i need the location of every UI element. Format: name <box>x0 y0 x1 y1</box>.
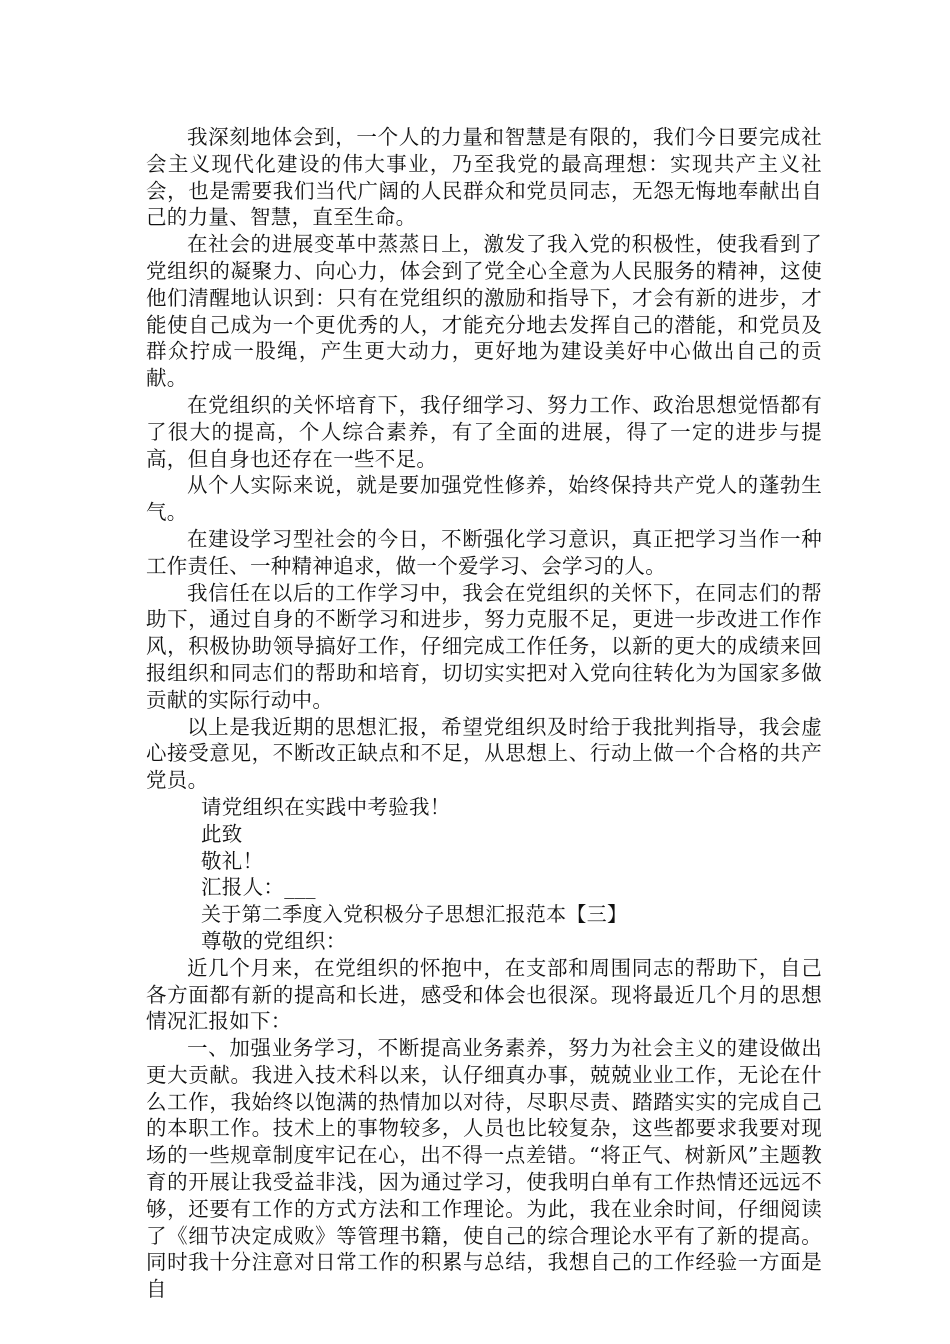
closing-line: 此致 <box>201 821 243 846</box>
paragraph: 在党组织的关怀培育下，我仔细学习、努力工作、政治思想觉悟都有了很大的提高，个人综合素养，有了全面的进展，得了一定的进步与提高，但自身也还存在一些不足。 <box>146 392 822 471</box>
paragraph: 以上是我近期的思想汇报，希望党组织及时给于我批判指导，我会虚心接受意见，不断改正缺点和不足，从思想上、行动上做一个合格的共产党员。 <box>146 714 822 793</box>
paragraph: 我信任在以后的工作学习中，我会在党组织的关怀下，在同志们的帮助下，通过自身的不断学习和进步，努力克服不足，更进一步改进工作作风，积极协助领导搞好工作，仔细完成工作任务，以新的更大的成绩来回报组织和同志们的帮助和培育，切切实实把对入党向往转化为为国家多做贡献的实际行动中。 <box>146 580 822 712</box>
paragraph: 在建设学习型社会的今日，不断强化学习意识，真正把学习当作一种工作责任、一种精神追求，做一个爱学习、会学习的人。 <box>146 526 822 578</box>
document-page <box>146 124 822 1303</box>
salutation: 尊敬的党组织： <box>201 928 347 953</box>
closing-request: 请党组织在实践中考验我！ <box>201 794 451 819</box>
paragraph: 近几个月来，在党组织的怀抱中，在支部和周围同志的帮助下，自己各方面都有新的提高和长进，感受和体会也很深。现将最近几个月的思想情况汇报如下： <box>146 955 822 1034</box>
paragraph: 在社会的进展变革中蒸蒸日上，激发了我入党的积极性，使我看到了党组织的凝聚力、向心力，体会到了党全心全意为人民服务的精神，这使他们清醒地认识到：只有在党组织的激励和指导下，才会有新的进步，才能使自己成为一个更优秀的人，才能充分地去发挥自己的潜能，和党员及群众拧成一股绳，产生更大动力，更好地为建设美好中心做出自己的贡献。 <box>146 232 822 391</box>
paragraph: 一、加强业务学习，不断提高业务素养，努力为社会主义的建设做出更大贡献。我进入技术科以来，认仔细真办事，兢兢业业工作，无论在什么工作，我始终以饱满的热情加以对待，尽职尽责、踏踏实实的完成自己的本职工作。技术上的事物较多，人员也比较复杂，这些都要求我要对现场的一些规章制度牢记在心，出不得一点差错。“将正气、树新风”主题教育的开展让我受益非浅，因为通过学习，使我明白单有工作热情还远远不够，还要有工作的方式方法和工作理论。为此，我在业余时间，仔细阅读了《细节决定成败》等管理书籍，使自己的综合理论水平有了新的提高。同时我十分注意对日常工作的积累与总结，我想自己的工作经验一方面是自 <box>146 1036 822 1302</box>
paragraph: 我深刻地体会到，一个人的力量和智慧是有限的，我们今日要完成社会主义现代化建设的伟大事业，乃至我党的最高理想：实现共产主义社会，也是需要我们当代广阔的人民群众和党员同志，无怨无悔地奉献出自己的力量、智慧，直至生命。 <box>146 125 822 230</box>
signature-line: 汇报人：___ <box>201 875 316 900</box>
closing-salute: 敬礼！ <box>201 848 264 873</box>
paragraph: 从个人实际来说，就是要加强党性修养，始终保持共产党人的蓬勃生气。 <box>146 473 822 525</box>
section-title: 关于第二季度入党积极分子思想汇报范本【三】 <box>201 902 628 927</box>
